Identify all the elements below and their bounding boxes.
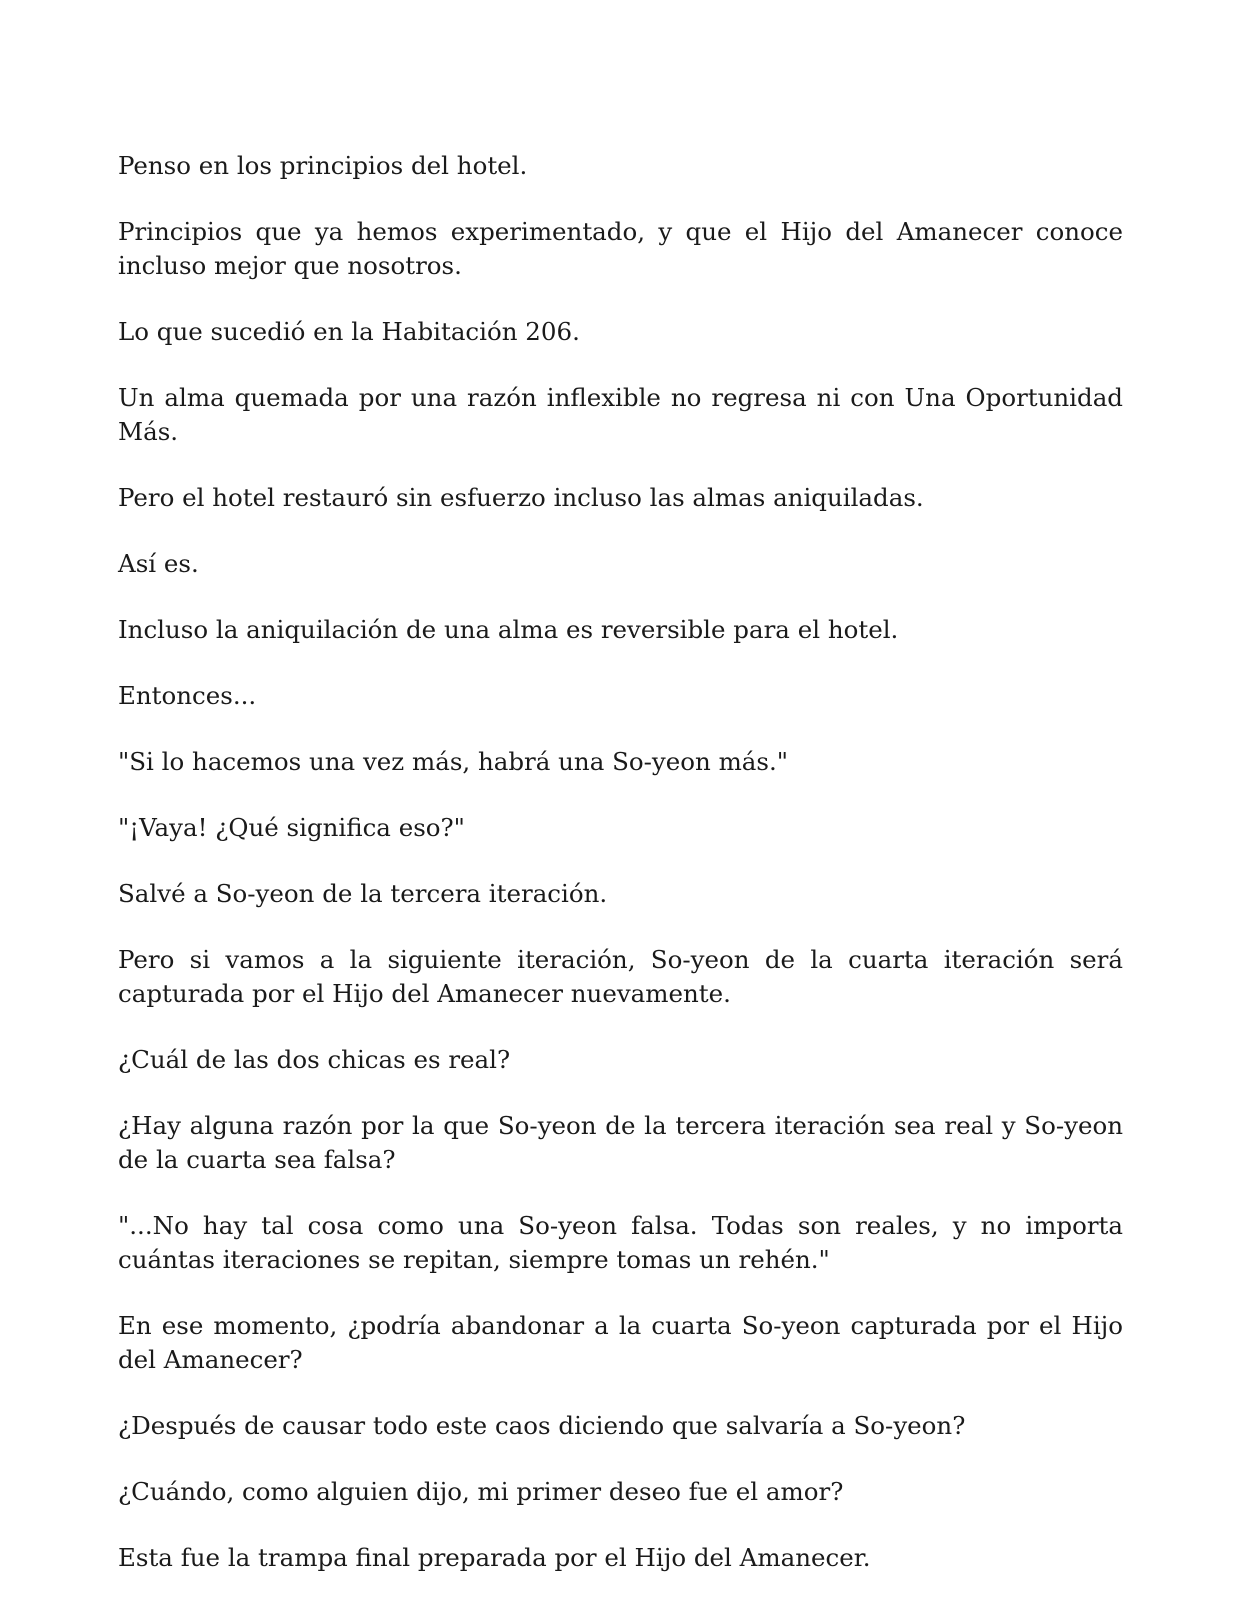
paragraph-7: Incluso la aniquilación de una alma es reversible para el hotel. [118, 615, 899, 644]
paragraph-6: Así es. [118, 549, 199, 578]
paragraph-13: ¿Cuál de las dos chicas es real? [118, 1045, 511, 1074]
paragraph-14: ¿Hay alguna razón por la que So-yeon de la tercera iteración sea real y So-yeon de la cuarta sea falsa? [118, 1111, 1123, 1174]
document-body [118, 149, 1123, 1607]
paragraph-15: "...No hay tal cosa como una So-yeon falsa. Todas son reales, y no importa cuántas iteraciones se repitan, siempre tomas un rehén." [118, 1211, 1123, 1274]
paragraph-12: Pero si vamos a la siguiente iteración, So-yeon de la cuarta iteración será capturada por el Hijo del Amanecer nuevamente. [118, 945, 1123, 1008]
paragraph-18: ¿Cuándo, como alguien dijo, mi primer deseo fue el amor? [118, 1477, 844, 1506]
paragraph-4: Un alma quemada por una razón inflexible no regresa ni con Una Oportunidad Más. [118, 383, 1123, 446]
paragraph-8: Entonces... [118, 681, 257, 710]
paragraph-1: Penso en los principios del hotel. [118, 151, 528, 180]
paragraph-10: "¡Vaya! ¿Qué significa eso?" [118, 813, 465, 842]
paragraph-9: "Si lo hacemos una vez más, habrá una So-yeon más." [118, 747, 789, 776]
paragraph-11: Salvé a So-yeon de la tercera iteración. [118, 879, 608, 908]
paragraph-5: Pero el hotel restauró sin esfuerzo incluso las almas aniquiladas. [118, 483, 924, 512]
paragraph-17: ¿Después de causar todo este caos diciendo que salvaría a So-yeon? [118, 1411, 966, 1440]
paragraph-16: En ese momento, ¿podría abandonar a la cuarta So-yeon capturada por el Hijo del Amanecer? [118, 1311, 1123, 1374]
paragraph-3: Lo que sucedió en la Habitación 206. [118, 317, 580, 346]
paragraph-2: Principios que ya hemos experimentado, y que el Hijo del Amanecer conoce incluso mejor que nosotros. [118, 217, 1123, 280]
paragraph-19: Esta fue la trampa final preparada por el Hijo del Amanecer. [118, 1543, 871, 1572]
